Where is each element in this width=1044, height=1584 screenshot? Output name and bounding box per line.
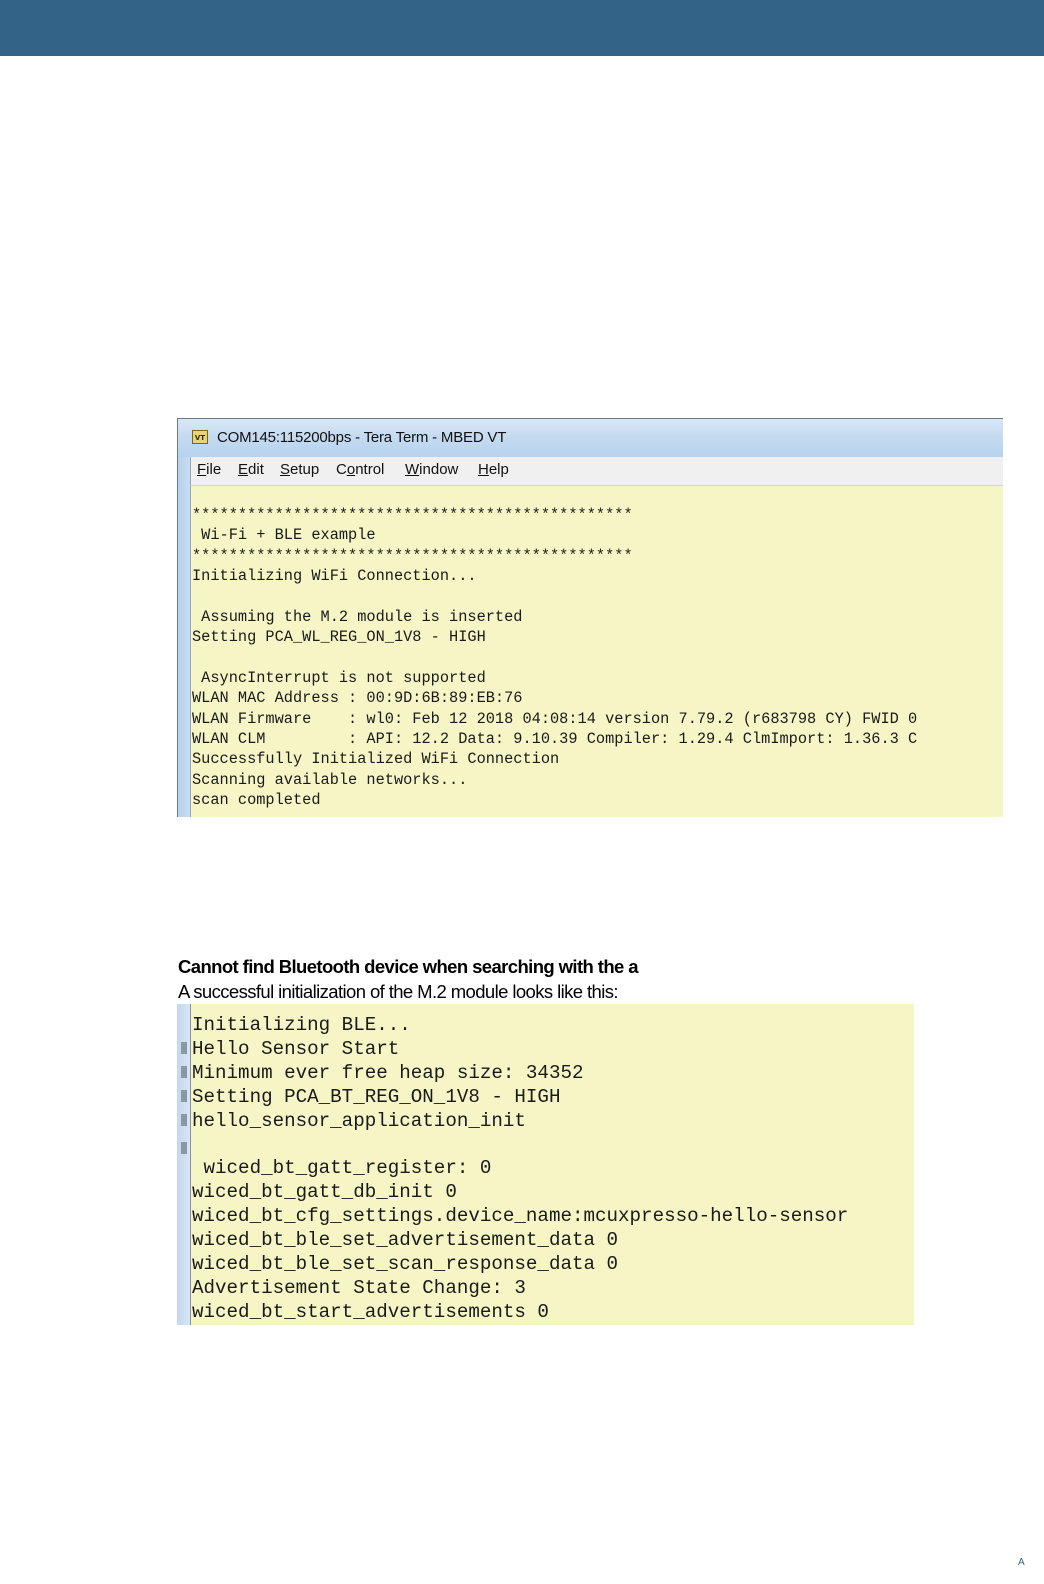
ble-terminal-line: wiced_bt_gatt_register: 0 [192,1157,492,1180]
terminal-line: Wi-Fi + BLE example [192,526,376,545]
terminal-line: Assuming the M.2 module is inserted [192,607,523,626]
menu-help[interactable]: Help [478,461,509,478]
menu-setup[interactable]: Setup [280,461,320,478]
section-heading: Cannot find Bluetooth device when searching with the a [178,956,638,977]
menu-window[interactable]: Window [405,461,459,478]
terminal-line: WLAN MAC Address : 00:9D:6B:89:EB:76 [192,689,523,708]
ble-terminal-line: hello_sensor_application_init [192,1109,526,1132]
window-frame-left [178,457,190,817]
page-marker: A [1018,1557,1025,1568]
terminal-line: Successfully Initialized WiFi Connection [192,750,560,769]
terminal-line: WLAN Firmware : wl0: Feb 12 2018 04:08:14 version 7.79.2 (r683798 CY) FWID 0 [192,709,918,728]
ble-terminal-output [177,1004,914,1325]
section-text: A successful initialization of the M.2 module looks like this: [178,981,618,1002]
ble-terminal-line: Minimum ever free heap size: 34352 [192,1061,584,1084]
ble-terminal-line: wiced_bt_ble_set_scan_response_data 0 [192,1253,619,1275]
ble-terminal-line: Hello Sensor Start [192,1037,400,1060]
teraterm-terminal-output[interactable] [190,486,1003,817]
gutter-marker [181,1042,187,1054]
terminal-line: ************************************************ [192,546,633,565]
terminal-line: WLAN CLM : API: 12.2 Data: 9.10.39 Compiler: 1.29.4 ClmImport: 1.36.3 C [192,729,918,748]
ble-terminal-line: Advertisement State Change: 3 [192,1276,526,1299]
menu-control[interactable]: Control [336,461,385,478]
terminal-line: AsyncInterrupt is not supported [192,668,486,687]
ble-terminal-line: wiced_bt_cfg_settings.device_name:mcuxpresso-hello-sensor [192,1205,849,1228]
gutter-marker [181,1090,187,1102]
teraterm-app-icon: VT [192,430,208,444]
terminal-gutter [177,1004,191,1325]
teraterm-titlebar [178,419,1003,457]
ble-terminal-line: Setting PCA_BT_REG_ON_1V8 - HIGH [192,1085,561,1108]
gutter-marker [181,1114,187,1126]
gutter-marker [181,1142,187,1154]
terminal-line: ************************************************ [192,506,633,524]
terminal-line: Setting PCA_WL_REG_ON_1V8 - HIGH [192,628,486,647]
terminal-line: scan completed [192,790,321,809]
terminal-line: Scanning available networks... [192,770,468,789]
ble-terminal-line: wiced_bt_gatt_db_init 0 [192,1181,457,1204]
teraterm-window [177,418,1003,817]
ble-terminal-line: Initializing BLE... [192,1014,411,1036]
teraterm-window-title: COM145:115200bps - Tera Term - MBED VT [217,429,507,446]
ble-terminal-line: wiced_bt_ble_set_advertisement_data 0 [192,1229,619,1252]
menu-file[interactable]: File [197,461,222,478]
menu-edit[interactable]: Edit [238,461,264,478]
gutter-marker [181,1066,187,1078]
terminal-line: Initializing WiFi Connection... [192,567,477,586]
teraterm-menubar [190,457,1003,486]
ble-terminal-line: wiced_bt_start_advertisements 0 [192,1300,549,1323]
top-banner [0,0,1044,56]
